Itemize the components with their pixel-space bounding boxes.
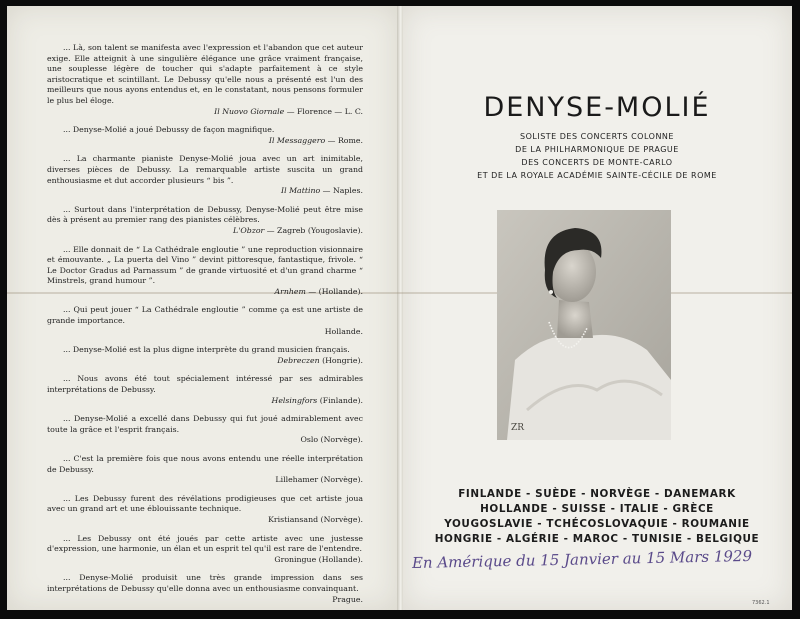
source-location: — (Hollande). <box>305 286 363 296</box>
press-quote <box>47 573 363 605</box>
source-location: Hollande. <box>324 326 363 336</box>
quote-source <box>47 475 363 486</box>
source-location: (Hongrie). <box>319 355 363 365</box>
affiliation-line: ET DE LA ROYALE ACADÉMIE SAINTE-CÉCILE DE ROME <box>477 171 717 180</box>
press-quote <box>47 205 363 237</box>
source-location: — Rome. <box>325 135 363 145</box>
affiliation-line: SOLISTE DES CONCERTS COLONNE <box>520 132 674 141</box>
press-quotes <box>47 43 363 605</box>
quote-source <box>47 515 363 526</box>
quote-text: ... Elle donnait de “ La Cathédrale engloutie ” une reproduction visionnaire et émouvante. „ La puerta del Vino ” devint pittoresque, fantastique, frivole. “ Le Doctor Gradus ad Parnassum ” de grande virtuosité et d'un grand charme “ Minstrels, grand humour ”. <box>47 244 363 286</box>
quote-source <box>47 356 363 367</box>
source-location: (Finlande). <box>317 395 363 405</box>
press-quote <box>47 454 363 486</box>
quote-text: ... C'est la première fois que nous avons entendu une réelle interprétation de Debussy. <box>47 454 363 474</box>
quote-source <box>47 435 363 446</box>
quote-text: ... Les Debussy ont été joués par cette artiste avec une justesse d'expression, une harmonie, un élan et un esprit tel qu'il est rare de l'entendre. <box>47 533 363 554</box>
publication-name: Debreczen <box>277 355 320 365</box>
quote-source <box>47 186 363 197</box>
quote-text: ... Là, son talent se manifesta avec l'expression et l'abandon que cet auteur exige. Elle atteignit à une singulière élégance une grâce vraiment française, une souplesse légère de toucher qui s'adapte parfaitement à ce style aristocratique et scintillant. Le Debussy qu'elle nous a présenté est l'un des meilleurs que nous ayons entendus et, en le constatant, nous pensons formuler le plus bel éloge. <box>47 43 363 105</box>
portrait-illustration <box>497 210 671 440</box>
press-quote <box>47 305 363 337</box>
source-location: Lillehamer (Norvège). <box>275 475 363 485</box>
press-quote <box>47 494 363 526</box>
affiliation-line: DES CONCERTS DE MONTE-CARLO <box>521 158 673 167</box>
quote-source <box>47 595 363 606</box>
quote-text: ... Denyse-Molié est la plus digne interprète du grand musicien français. <box>63 345 350 355</box>
photo-monogram: ZR <box>511 423 525 433</box>
press-quote <box>47 125 363 146</box>
publication-name: Helsingfors <box>271 395 318 405</box>
quote-text: ... Denyse-Molié a joué Debussy de façon magnifique. <box>63 125 275 135</box>
source-location: — Florence — L. C. <box>284 106 363 116</box>
publication-name: Il Nuovo Giornale <box>214 106 285 116</box>
publication-name: L'Obzor <box>233 225 265 235</box>
artist-name: DENYSE-MOLIÉ <box>483 92 711 123</box>
quote-source <box>47 555 363 566</box>
quote-source <box>47 327 363 338</box>
publication-name: Arnhem <box>274 286 306 296</box>
quote-text: ... Denyse-Molié produisit une très grande impression dans ses interprétations de Debussy qu'elle donna avec un enthousiasme convainquant. <box>47 573 363 593</box>
source-location: Oslo (Norvège). <box>300 435 363 445</box>
quote-source <box>47 136 363 147</box>
quote-source <box>47 396 363 407</box>
quote-text: ... La charmante pianiste Denyse-Molié joua avec un art inimitable, diverses pièces de Debussy. La remarquable artiste suscita un grand enthousiasme et dut accorder plusieurs “ bis ”. <box>47 154 363 185</box>
archive-number: 7362.1 <box>752 600 770 606</box>
quote-text: ... Denyse-Molié a excellé dans Debussy qui fut joué admirablement avec toute la grâce et l'esprit français. <box>47 414 363 434</box>
source-location: Kristiansand (Norvège). <box>268 514 363 524</box>
publication-name: Il Messaggero <box>268 135 326 145</box>
quote-source <box>47 226 363 237</box>
portrait-photo <box>497 210 671 440</box>
press-quote <box>47 414 363 446</box>
source-location: — Naples. <box>320 186 363 196</box>
quote-text: ... Surtout dans l'interprétation de Debussy, Denyse-Molié peut être mise dès à présent au premier rang des pianistes célèbres. <box>47 204 363 225</box>
source-location: Groningue (Hollande). <box>274 554 363 564</box>
handwritten-note: En Amérique du 15 Janvier au 15 Mars 1929 <box>411 546 753 572</box>
affiliation-line: DE LA PHILHARMONIQUE DE PRAGUE <box>515 145 679 154</box>
quote-text: ... Nous avons été tout spécialement intéressé par ses admirables interprétations de Debussy. <box>47 374 363 395</box>
quote-text: ... Les Debussy furent des révélations prodigieuses que cet artiste joua avec un grand art et une éblouissante technique. <box>47 493 363 514</box>
press-quote <box>47 374 363 406</box>
press-quote <box>47 154 363 196</box>
tour-countries-line: HOLLANDE - SUISSE - ITALIE - GRÈCE <box>480 503 714 515</box>
publication-name: Il Mattino <box>281 186 321 196</box>
press-quote <box>47 43 363 117</box>
press-quote <box>47 534 363 566</box>
tour-countries-line: YOUGOSLAVIE - TCHÉCOSLOVAQUIE - ROUMANIE <box>444 518 750 530</box>
press-quote <box>47 345 363 366</box>
quote-text: ... Qui peut jouer “ La Cathédrale engloutie ” comme ça est une artiste de grande importance. <box>47 305 363 326</box>
press-quote <box>47 245 363 298</box>
tour-countries-line: HONGRIE - ALGÉRIE - MAROC - TUNISIE - BELGIQUE <box>434 533 760 545</box>
tour-countries-line: FINLANDE - SUÈDE - NORVÈGE - DANEMARK <box>458 488 736 500</box>
quote-source <box>47 107 363 118</box>
source-location: — Zagreb (Yougoslavie). <box>264 225 363 235</box>
source-location: Prague. <box>332 594 363 604</box>
quote-source <box>47 287 363 298</box>
